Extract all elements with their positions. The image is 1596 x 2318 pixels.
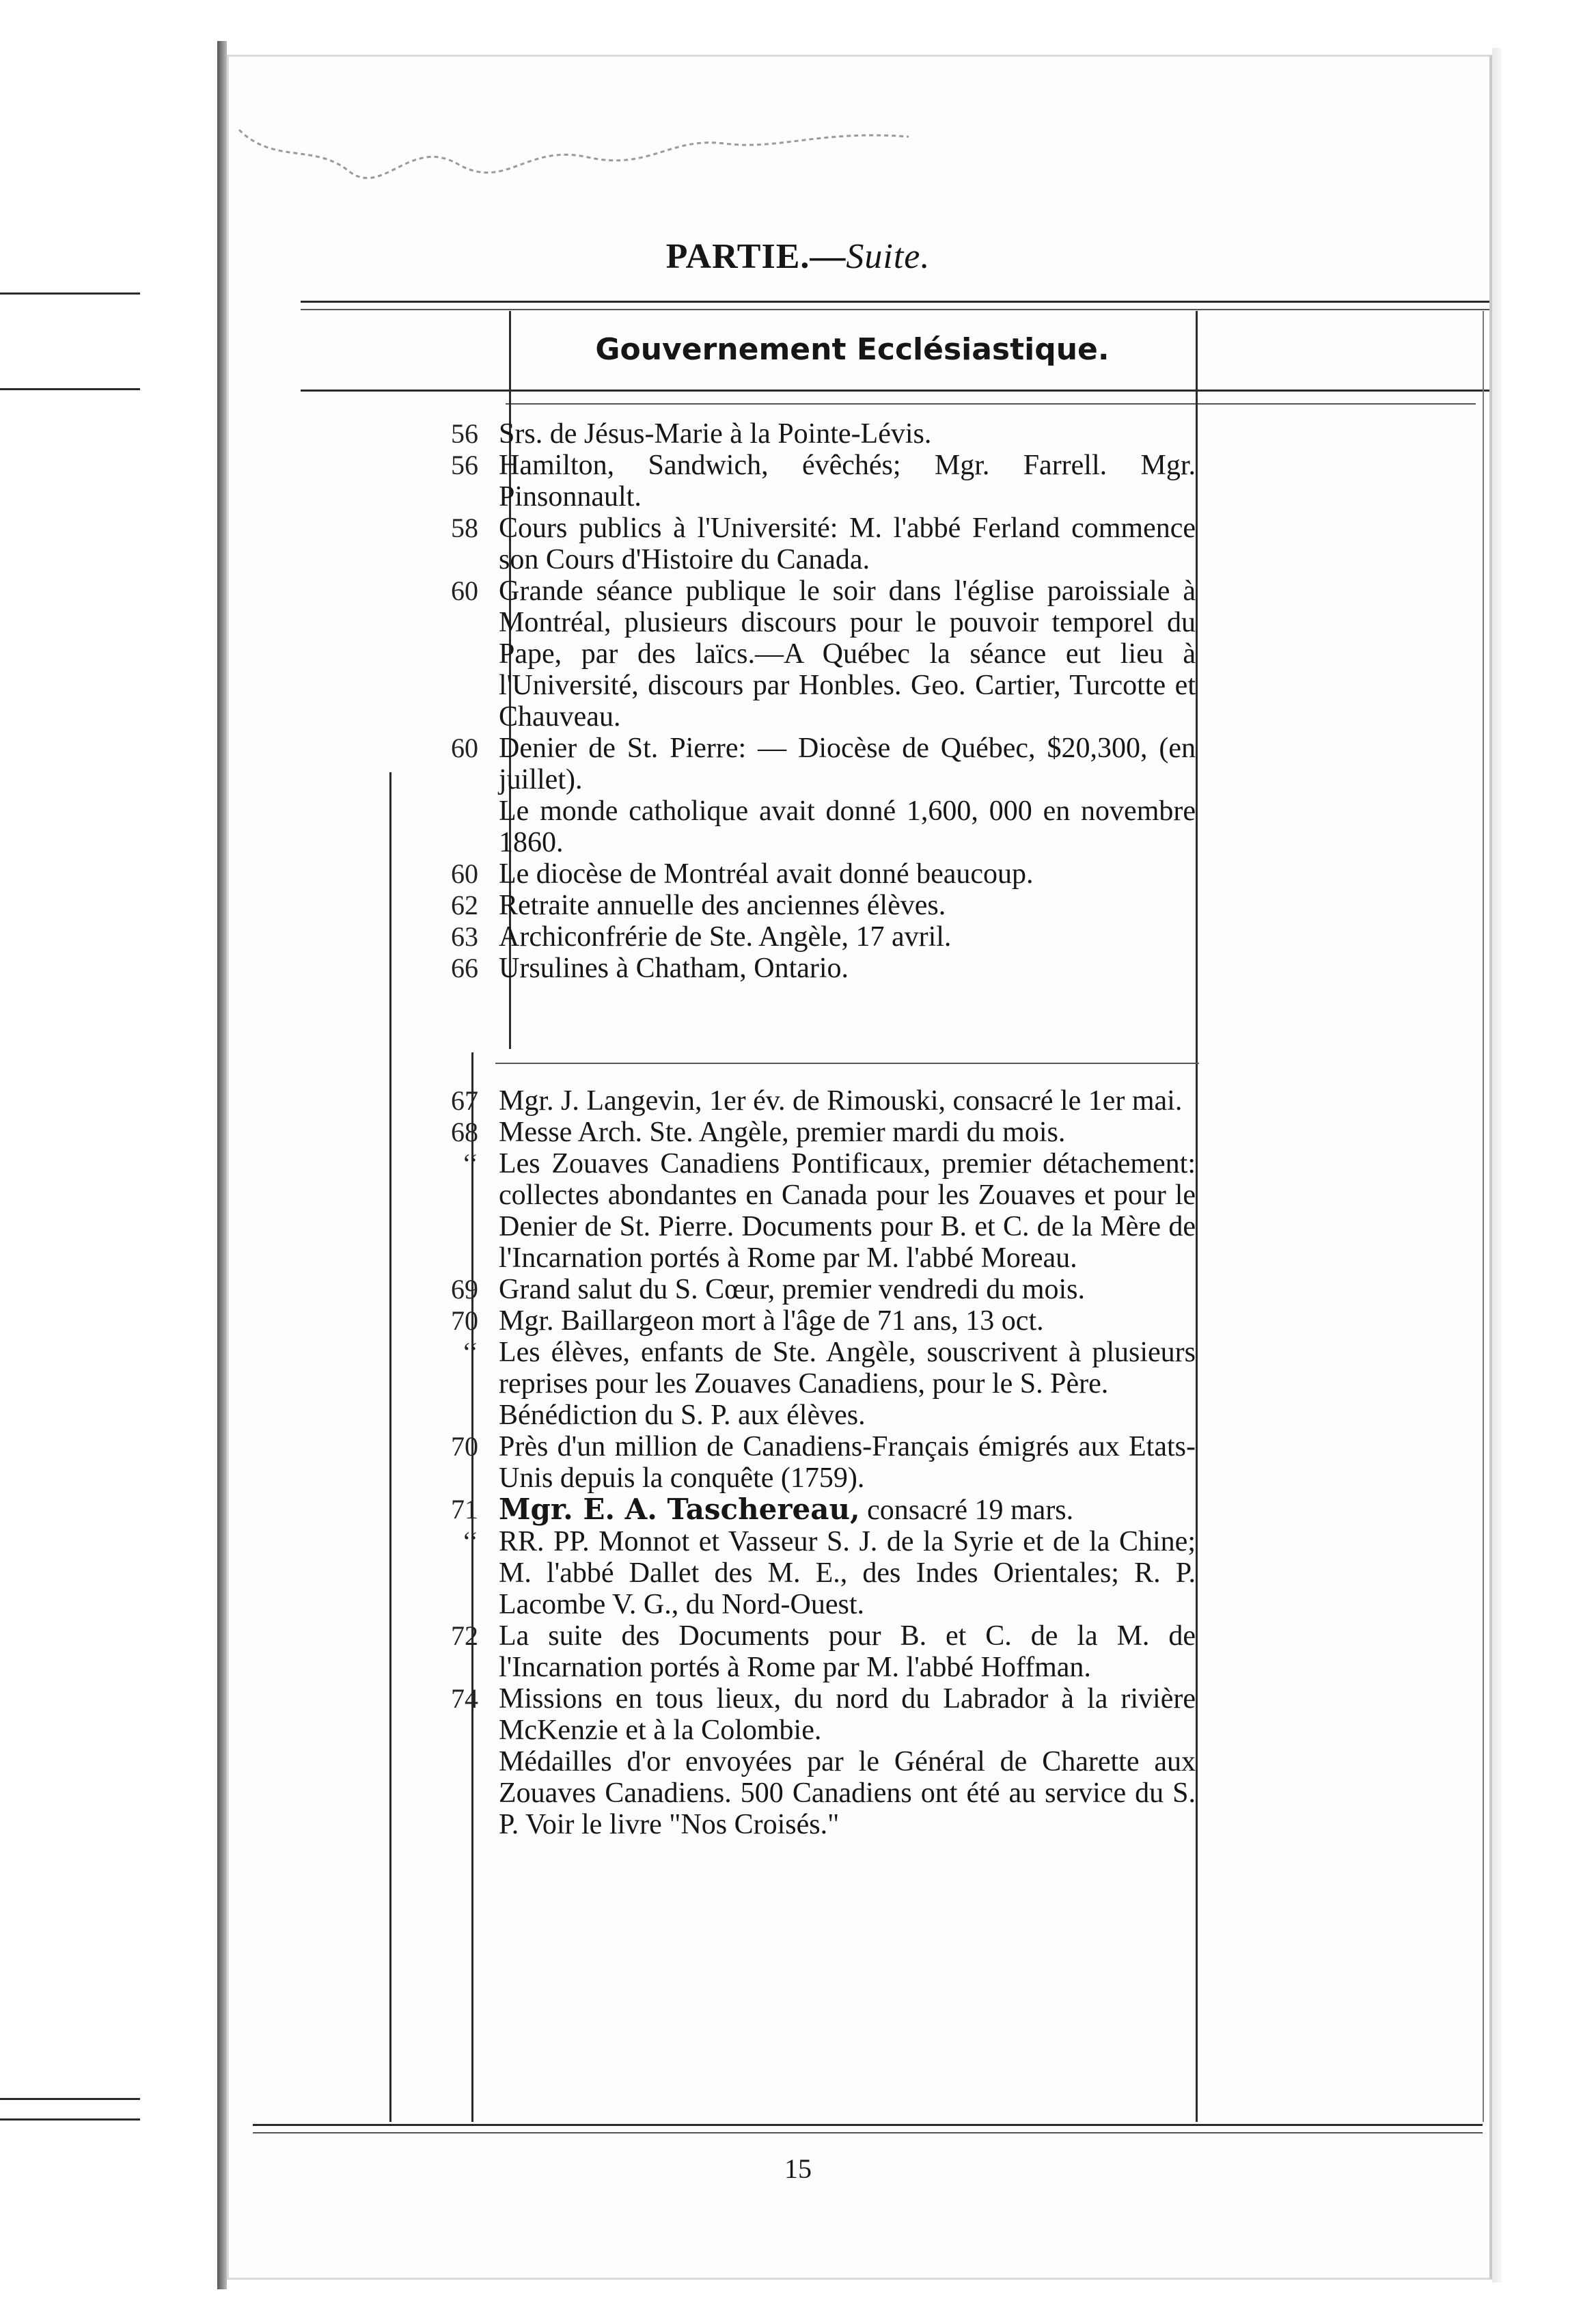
facing-page-rule [0,2098,140,2100]
top-rule-thin [301,309,1489,310]
entry-text: Le diocèse de Montréal avait donné beaucoup. [499,858,1034,890]
entry-text: Archiconfrérie de Ste. Angèle, 17 avril. [499,921,952,953]
entry-row [396,1620,1196,1683]
torn-edge-mark [232,62,916,198]
entry-text: Denier de St. Pierre: — Diocèse de Québec, $20,300, (en juillet). [499,733,1196,795]
entry-row [396,890,1196,921]
entry-row [396,1683,1196,1746]
entry-row [396,1400,1196,1431]
bottom-rule [253,2124,1483,2126]
entry-text: Le monde catholique avait donné 1,600, 000 en novembre 1860. [499,795,1196,858]
page-ref: 58 [451,513,478,543]
page-ref: 67 [451,1085,478,1116]
running-header [0,236,1596,277]
entry-row [396,1746,1196,1840]
page-ref: 56 [451,450,478,480]
entry-row [396,1117,1196,1148]
page-ref: 70 [451,1305,478,1336]
column-rule-right [1196,311,1198,2122]
entry-row [396,1148,1196,1274]
entry-text: Missions en tous lieux, du nord du Labrador à la rivière McKenzie et à la Colombie. [499,1683,1196,1746]
header-rule [301,390,1489,392]
facing-page-rule [0,2118,140,2121]
page-ref: 72 [451,1620,478,1651]
page-ref: 69 [451,1274,478,1305]
entry-row [396,1494,1196,1526]
entry-row [396,921,1196,953]
entry-text: Grande séance publique le soir dans l'église paroissiale à Montréal, plusieurs discours pour le pouvoir temporel du Pape, par des laïcs.—A Québec la séance eut lieu à l'Université, discours par Honbles. Geo. Cartier, Turcotte et Chauveau. [499,575,1196,733]
page-ref: ‘‘ [462,1337,478,1367]
facing-page-rule [0,388,140,390]
entry-text: La suite des Documents pour B. et C. de la M. de l'Incarnation portés à Rome par M. l'abbé Hoffman. [499,1620,1196,1683]
page-ref: 62 [451,890,478,921]
bottom-rule-thin [253,2132,1483,2133]
entry-row [396,450,1196,513]
facing-page-edge [0,41,220,2289]
page-ref: 66 [451,953,478,983]
entries-block-2 [396,1085,1196,1840]
entry-row [396,1274,1196,1305]
entry-row [396,418,1196,450]
entry-row [396,513,1196,575]
entry-row [396,1305,1196,1337]
entry-text: Les élèves, enfants de Ste. Angèle, souscrivent à plusieurs reprises pour les Zouaves Canadiens, pour le S. Père. [499,1337,1196,1400]
page-ref: 70 [451,1431,478,1462]
facing-page-rule [0,292,140,295]
book-spine [217,41,227,2289]
entry-row [396,1431,1196,1494]
page-ref: 60 [451,575,478,606]
entry-text: Grand salut du S. Cœur, premier vendredi du mois. [499,1274,1086,1305]
page-ref: 71 [451,1494,478,1525]
page-ref: 60 [451,733,478,763]
page-ref: 56 [451,418,478,449]
entry-row [396,953,1196,984]
entry-text: Bénédiction du S. P. aux élèves. [499,1400,866,1431]
entry-row [396,795,1196,858]
page-ref: ‘‘ [462,1526,478,1557]
entry-text [499,1494,1196,1526]
entry-row [396,1085,1196,1117]
page-edge [1492,48,1502,2282]
entry-text: Hamilton, Sandwich, évêchés; Mgr. Farrell. Mgr. Pinsonnault. [499,450,1196,513]
block-separator [495,1063,1199,1064]
page-ref: ‘‘ [462,1148,478,1179]
page-ref: 74 [451,1683,478,1714]
entry-text: RR. PP. Monnot et Vasseur S. J. de la Syrie et de la Chine; M. l'abbé Dallet des M. E., des Indes Orientales; R. P. Lacombe V. G., du Nord-Ouest. [499,1526,1196,1620]
entry-row [396,575,1196,733]
top-rule [301,301,1489,303]
header-title: PARTIE.— [665,237,847,276]
entry-text: Près d'un million de Canadiens-Français émigrés aux Etats-Unis depuis la conquête (1759). [499,1431,1196,1494]
outer-column-rule [1483,311,1484,2122]
entry-text: Mgr. J. Langevin, 1er év. de Rimouski, consacré le 1er mai. [499,1085,1183,1117]
page-number: 15 [784,2153,812,2184]
page-ref: 63 [451,921,478,952]
entry-row [396,1337,1196,1400]
entry-row [396,1526,1196,1620]
entry-text: Retraite annuelle des anciennes élèves. [499,890,946,921]
entry-text: Cours publics à l'Université: M. l'abbé Ferland commence son Cours d'Histoire du Canada. [499,513,1196,575]
entry-row [396,733,1196,795]
page-ref: 68 [451,1117,478,1147]
entry-text: Médailles d'or envoyées par le Général de Charette aux Zouaves Canadiens. 500 Canadiens ont été au service du S. P. Voir le livre "Nos Croisés." [499,1746,1196,1840]
entry-lead: Mgr. E. A. Taschereau, [499,1492,860,1526]
section-title: Gouvernement Ecclésiastique. [595,332,1110,367]
entry-text: Messe Arch. Ste. Angèle, premier mardi du mois. [499,1117,1066,1148]
header-rule-thin [506,403,1476,405]
entry-text: Les Zouaves Canadiens Pontificaux, premier détachement: collectes abondantes en Canada pour les Zouaves et pour le Denier de St. Pierre. Documents pour B. et C. de la Mère de l'Incarnation portés à Rome par M. l'abbé Moreau. [499,1148,1196,1274]
entry-row [396,858,1196,890]
entry-text: Srs. de Jésus-Marie à la Pointe-Lévis. [499,418,932,450]
entry-text-rest: consacré 19 mars. [859,1495,1074,1526]
page-ref: 60 [451,858,478,889]
entry-text: Mgr. Baillargeon mort à l'âge de 71 ans, 13 oct. [499,1305,1044,1337]
entries-block-1 [396,418,1196,984]
header-subtitle: Suite. [846,237,931,276]
entry-text: Ursulines à Chatham, Ontario. [499,953,849,984]
column-rule-outer-left [389,772,391,2122]
